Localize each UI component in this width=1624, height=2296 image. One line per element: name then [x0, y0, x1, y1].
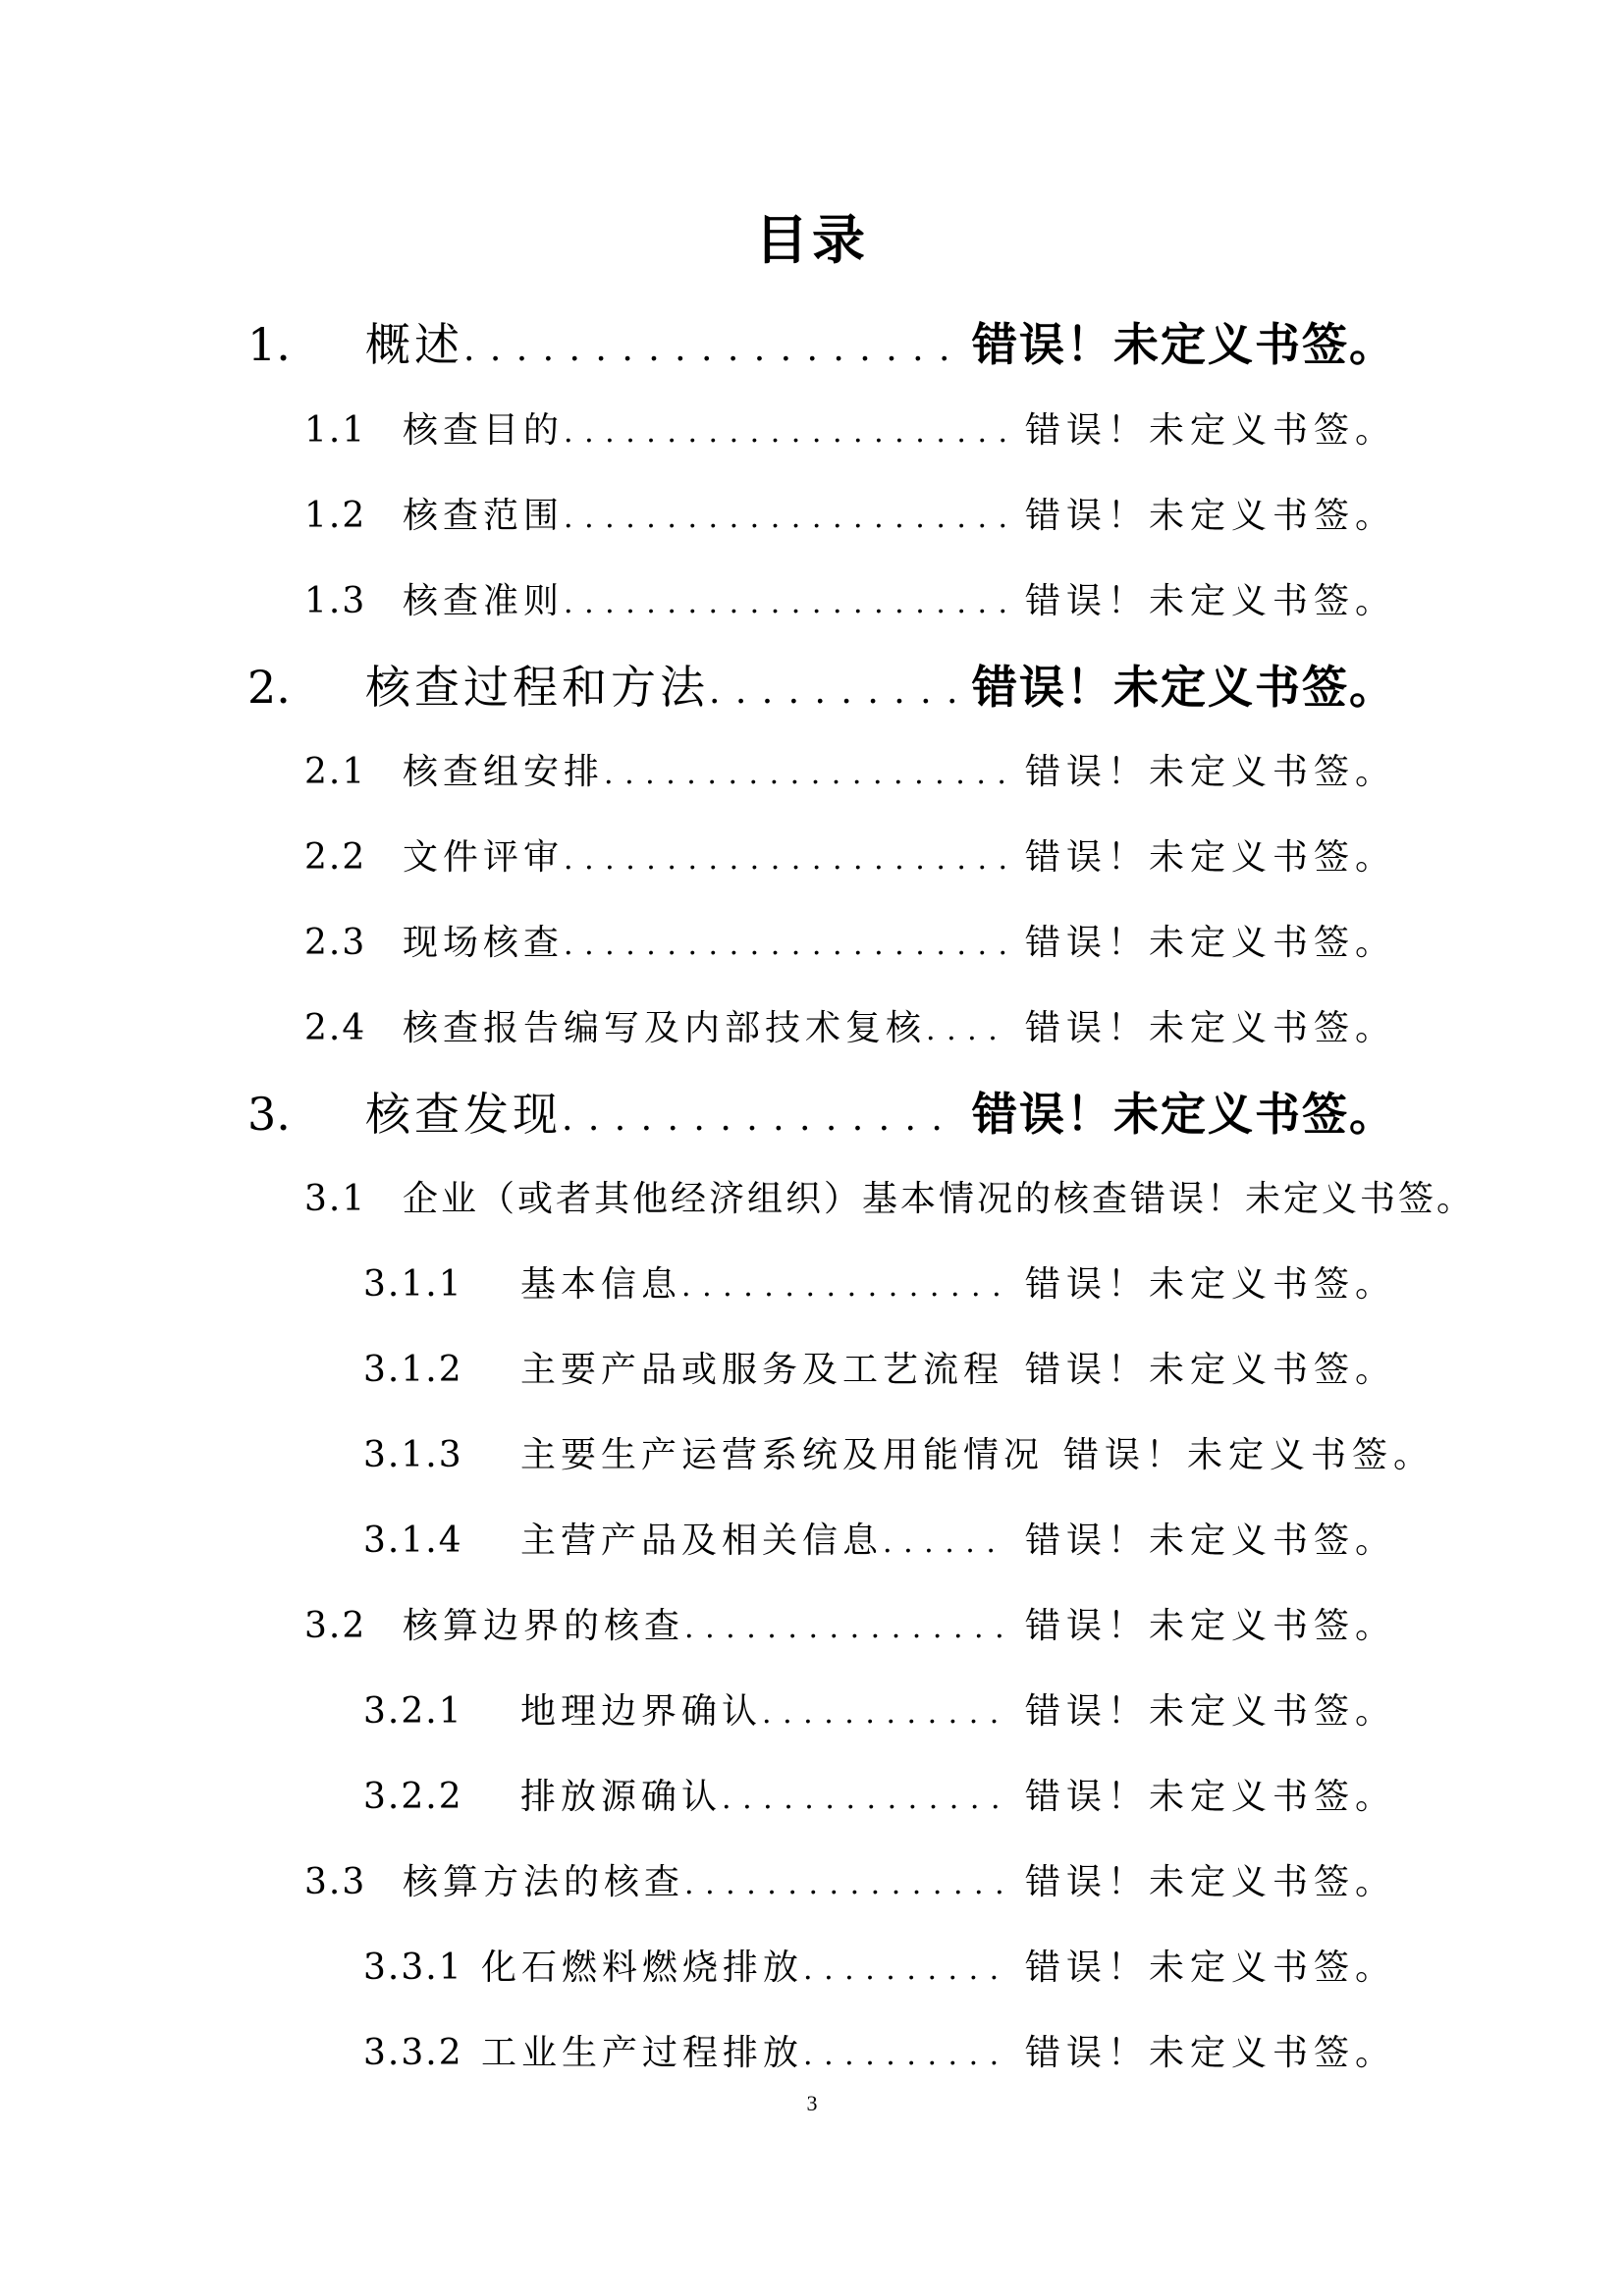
toc-entry-number: 3.1	[304, 1179, 367, 1219]
toc-entry-3-1[interactable]	[304, 1165, 1476, 1234]
toc-entry-title: 核查过程和方法	[365, 661, 709, 714]
toc-entry-1-1[interactable]	[304, 397, 1396, 465]
toc-entry-number: 1.2	[304, 496, 367, 536]
toc-entry-page-ref: 错误！未定义书签。	[1024, 581, 1396, 621]
toc-entry-title: 主要产品或服务及工艺流程	[520, 1350, 1004, 1390]
toc-entry-number: 3.	[247, 1088, 291, 1141]
toc-entry-number: 1.3	[304, 581, 367, 621]
toc-entry-title: 核查目的	[403, 410, 565, 451]
toc-entry-page-ref: 错误！未定义书签。	[972, 318, 1396, 371]
toc-entry-title: 概述	[365, 318, 463, 371]
toc-entry-page-ref: 错误！未定义书签。	[1024, 1264, 1396, 1305]
toc-entry-number: 3.2.2	[363, 1777, 463, 1817]
toc-leader-dots	[762, 1680, 1005, 1748]
toc-entry-number: 2.4	[304, 1008, 367, 1048]
toc-entry-page-ref: 错误！未定义书签。	[1024, 2033, 1396, 2073]
toc-entry-title: 现场核查	[403, 923, 565, 963]
toc-leader-dots	[604, 740, 1005, 809]
toc-leader-dots	[564, 569, 1005, 638]
toc-leader-dots	[684, 1594, 1005, 1663]
toc-entry-page-ref: 错误！未定义书签。	[1024, 837, 1396, 878]
toc-entry-2-1[interactable]	[304, 738, 1396, 807]
toc-entry-title: 化石燃料燃烧排放	[481, 1948, 804, 1988]
toc-leader-dots	[564, 826, 1005, 894]
toc-entry-number: 1.	[247, 318, 291, 371]
toc-leader-dots	[684, 1850, 1005, 1919]
toc-entry-page-ref: 错误！未定义书签。	[1024, 923, 1396, 963]
toc-entry-3-2-1[interactable]	[363, 1678, 1396, 1746]
toc-entry-number: 3.1.1	[363, 1264, 463, 1305]
toc-leader-dots	[709, 653, 958, 731]
page-title: 目录	[755, 209, 869, 271]
toc-leader-dots	[562, 1080, 958, 1158]
toc-entry-page-ref: 错误！未定义书签。	[1024, 496, 1396, 536]
toc-entry-number: 3.3	[304, 1862, 367, 1902]
toc-entry-title: 核查组安排	[403, 752, 605, 792]
toc-entry-page-ref: 错误！未定义书签。	[1130, 1179, 1476, 1219]
toc-entry-1-2[interactable]	[304, 482, 1396, 551]
toc-entry-title: 核查发现	[365, 1088, 562, 1141]
toc-entry-title: 核算方法的核查	[403, 1862, 685, 1902]
toc-entry-number: 3.1.2	[363, 1350, 463, 1390]
toc-entry-3-3[interactable]	[304, 1848, 1396, 1917]
toc-entry-title: 基本信息	[520, 1264, 682, 1305]
toc-leader-dots	[463, 310, 958, 389]
toc-leader-dots	[681, 1253, 1005, 1321]
toc-entry-number: 3.2	[304, 1606, 367, 1646]
toc-leader-dots	[803, 1936, 1005, 2004]
toc-entry-number: 3.1.4	[363, 1521, 463, 1561]
toc-leader-dots	[564, 484, 1005, 553]
toc-entry-3-1-4[interactable]	[363, 1507, 1396, 1575]
toc-entry-title: 核算边界的核查	[403, 1606, 685, 1646]
toc-entry-title: 核查范围	[403, 496, 565, 536]
toc-entry-number: 1.1	[304, 410, 367, 451]
toc-entry-title: 主要生产运营系统及用能情况	[520, 1435, 1045, 1475]
toc-entry-page-ref: 错误！未定义书签。	[1024, 1862, 1396, 1902]
toc-entry-title: 企业（或者其他经济组织）基本情况的核查	[403, 1179, 1131, 1219]
toc-leader-dots	[883, 1509, 1005, 1577]
page-number: 3	[806, 2091, 818, 2115]
toc-entry-page-ref: 错误！未定义书签。	[1024, 1606, 1396, 1646]
toc-entry-3-2[interactable]	[304, 1592, 1396, 1661]
toc-entry-3-3-1[interactable]	[363, 1934, 1396, 2002]
toc-entry-title: 主营产品及相关信息	[520, 1521, 884, 1561]
toc-entry-title: 排放源确认	[520, 1777, 723, 1817]
toc-leader-dots	[564, 911, 1005, 980]
toc-leader-dots	[803, 2021, 1005, 2090]
toc-entry-3[interactable]	[247, 1075, 1396, 1153]
toc-leader-dots	[926, 996, 1005, 1065]
toc-entry-page-ref: 错误！未定义书签。	[972, 1088, 1396, 1141]
toc-entry-3-1-1[interactable]	[363, 1251, 1396, 1319]
toc-entry-2-3[interactable]	[304, 909, 1396, 978]
toc-entry-title: 文件评审	[403, 837, 565, 878]
toc-entry-1-3[interactable]	[304, 567, 1396, 636]
toc-entry-page-ref: 错误！未定义书签。	[1024, 1948, 1396, 1988]
toc-leader-dots	[564, 399, 1005, 467]
toc-entry-number: 3.3.2	[363, 2033, 463, 2073]
toc-entry-page-ref: 错误！未定义书签。	[1024, 1521, 1396, 1561]
toc-leader-dots	[722, 1765, 1005, 1834]
toc-entry-page-ref: 错误！未定义书签。	[1024, 1350, 1396, 1390]
toc-entry-page-ref: 错误！未定义书签。	[1024, 1777, 1396, 1817]
toc-entry-title: 工业生产过程排放	[481, 2033, 804, 2073]
toc-entry-2[interactable]	[247, 648, 1396, 726]
toc-entry-page-ref: 错误！未定义书签。	[1063, 1435, 1435, 1475]
toc-entry-number: 2.2	[304, 837, 367, 878]
toc-entry-3-1-3[interactable]	[363, 1421, 1435, 1490]
toc-entry-number: 3.1.3	[363, 1435, 463, 1475]
toc-entry-number: 2.1	[304, 752, 367, 792]
toc-entry-3-2-2[interactable]	[363, 1763, 1396, 1832]
toc-entry-3-3-2[interactable]	[363, 2019, 1396, 2088]
toc-entry-1[interactable]	[247, 305, 1396, 384]
toc-entry-number: 3.2.1	[363, 1691, 463, 1732]
toc-entry-page-ref: 错误！未定义书签。	[1024, 410, 1396, 451]
toc-entry-number: 2.	[247, 661, 291, 714]
toc-entry-title: 核查准则	[403, 581, 565, 621]
toc-entry-page-ref: 错误！未定义书签。	[1024, 752, 1396, 792]
toc-entry-title: 核查报告编写及内部技术复核	[403, 1008, 927, 1048]
toc-entry-2-4[interactable]	[304, 994, 1396, 1063]
toc-entry-title: 地理边界确认	[520, 1691, 763, 1732]
toc-entry-2-2[interactable]	[304, 824, 1396, 892]
toc-entry-page-ref: 错误！未定义书签。	[972, 661, 1396, 714]
toc-entry-number: 3.3.1	[363, 1948, 463, 1988]
toc-entry-3-1-2[interactable]	[363, 1336, 1396, 1405]
toc-entry-page-ref: 错误！未定义书签。	[1024, 1008, 1396, 1048]
toc-entry-page-ref: 错误！未定义书签。	[1024, 1691, 1396, 1732]
toc-entry-number: 2.3	[304, 923, 367, 963]
